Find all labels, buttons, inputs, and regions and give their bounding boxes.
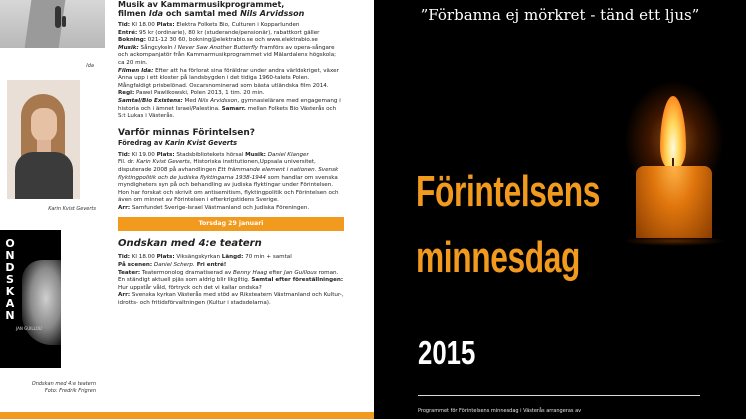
s1-bokning-label: Bokning:	[118, 37, 146, 44]
s1-tid: Kl 18.00	[129, 22, 157, 28]
program-text-column	[118, 0, 344, 308]
section1-heading-line1: Musik av Kammarmusikprogrammet,	[118, 0, 285, 9]
section2-subheading	[118, 139, 344, 148]
s1-h2a: filmen	[118, 9, 149, 18]
caption-ondskan-line2: Foto: Fredrik Frigren	[44, 388, 96, 394]
s2-musik-label: Musik:	[245, 151, 266, 158]
poster-quote: ”Förbanna ej mörkret - tänd ett ljus”	[420, 6, 700, 24]
portrait-shirt	[15, 152, 73, 199]
s3-arr: Svenska kyrkan Västerås med stöd av Riksteatern Västmanland och Kultur-, idrotts- och fritidsförvaltningen (Kultur i stadsdelarna).	[118, 292, 344, 307]
s3-scen-name: Daniel Scherp.	[152, 262, 195, 269]
s3-arr-label: Arr:	[118, 292, 131, 299]
poster-title: ONDSKAN	[5, 237, 15, 322]
s3-samtal: Hur uppstår våld, förtryck och det vi kallar ondska?	[118, 284, 262, 291]
s1-h2b: och samtal med	[163, 9, 241, 18]
section1-details	[118, 22, 344, 121]
caption-karin: Karin Kvist Geverts	[48, 206, 96, 212]
s2-sub-a: Föredrag av	[118, 138, 165, 147]
s1-h2name: Nils Arvidsson	[240, 9, 305, 18]
s2-tid: Kl 19.00	[129, 151, 157, 158]
s3-teater-t2: efter	[267, 269, 284, 276]
s2-t1: Fil. dr.	[118, 159, 137, 166]
s3-teater-n1: Benny Haag	[233, 269, 268, 276]
s3-fri: Fri entré!	[194, 262, 227, 269]
s1-entre-label: Entré:	[118, 29, 138, 36]
s3-teater-n2: Jan Guillous	[283, 269, 317, 276]
memorial-poster	[374, 0, 746, 419]
s1-samtal-t2: , gymnasielärare med engagemang i historia och i ämnet Israel/Palestina.	[118, 97, 341, 112]
poster-footer-text: Programmet för Förintelsens minnesdag i Västerås arrangeras av	[418, 408, 582, 414]
s3-samtal-label: Samtal efter föreställningen:	[251, 277, 344, 284]
poster-title-line2: minnesdag	[416, 233, 581, 282]
caption-ondskan-line1: Ondskan med 4:e teatern	[31, 381, 96, 387]
s2-t3: som handlar om svenska myndigheters syn på och behandling av judiska flyktingar under Förintelsen. Hon har forskat och skrivit om antisemitism, flyktingpolitik och Förintelsen och även om minnet av Förintelsen i efterkrigstidens Sverige.	[118, 174, 339, 204]
s2-tid-label: Tid:	[118, 151, 130, 158]
s1-regi: Pawel Pawlikowski, Polen 2013, 1 tim. 20 min.	[134, 90, 265, 97]
s1-samtal-name: Nils Arvidsson	[198, 97, 238, 104]
s3-teater-label: Teater:	[118, 269, 141, 276]
section1-heading	[118, 0, 344, 18]
s2-name: Karin Kvist Geverts	[136, 159, 190, 166]
caption-ida: Ida	[86, 63, 94, 69]
s1-samarr-label: Samarr.	[221, 105, 246, 112]
ondskan-poster	[0, 230, 61, 368]
s2-arr: Samfundet Sverige-Israel Västmanland och Judiska Föreningen.	[130, 204, 310, 211]
s2-plats: Stadsbibliotekets hörsal	[174, 151, 246, 158]
s2-musik-name: Daniel Klanger	[265, 151, 309, 158]
caption-ondskan	[10, 381, 96, 395]
s1-musik-label: Musik:	[118, 44, 139, 51]
s2-sub-name: Karin Kvist Geverts	[164, 138, 238, 147]
karin-portrait	[7, 80, 80, 199]
section2-details	[118, 152, 344, 213]
portrait-face	[31, 108, 57, 142]
s3-tid: Kl 18.00	[129, 254, 157, 261]
s1-musik-t2: framförs av opera-sångare och ackompanjatör från Kammarmusikprogrammet vid Mälardalens högskola; ca 20 min.	[118, 44, 337, 66]
divider	[418, 395, 700, 396]
s3-tid-label: Tid:	[118, 254, 130, 261]
s1-h2film: Ida	[148, 9, 164, 18]
s1-samtal-label: Samtal/Bio Existens:	[118, 97, 183, 104]
s1-samtal-t1: Med	[182, 97, 199, 104]
poster-title-line1: Förintelsens	[416, 167, 601, 216]
s1-plats: Elektra Folkets Bio, Culturen i Kopparlunden	[174, 22, 300, 28]
s1-entre: 95 kr (ordinarie), 80 kr (studerande/pensionär), rabattkort gäller	[137, 29, 320, 36]
candle-body	[636, 166, 712, 238]
section2-heading: Varför minnas Förintelsen?	[118, 127, 255, 138]
ida-film-still	[0, 0, 105, 48]
s1-plats-label: Plats:	[156, 22, 175, 28]
s3-langd: 70 min + samtal	[243, 254, 292, 261]
s2-work: Ett främmande element i nationen. Svensk flyktingpolitik och de judiska flyktingarna 1938-1944	[118, 166, 339, 181]
s1-film-label: Filmen Ida:	[118, 67, 154, 74]
poster-author: JAN GUILLOU	[16, 326, 42, 331]
date-band: Torsdag 29 januari	[118, 217, 344, 231]
s2-arr-label: Arr:	[118, 204, 131, 211]
s2-t2: , Historiska institutionen,Uppsala universitet, disputerade 2008 på avhandlingen	[118, 159, 316, 173]
s1-bokning: 021-12 30 60, bokning@elektrabio.se och www.elektrabio.se	[145, 37, 318, 44]
section3-heading: Ondskan med 4:e teatern	[118, 238, 262, 250]
s3-plats-label: Plats:	[156, 254, 175, 261]
s1-samarr: mellan Folkets Bio Västerås och S:t Lukas i Västerås.	[118, 105, 337, 120]
poster-portrait	[22, 260, 61, 345]
s3-teater-t1: Teatermonolog dramatiserad av	[140, 269, 234, 276]
s3-scen-label: På scenen:	[118, 262, 153, 269]
s1-musik-work: I Never Saw Another Butterfly	[174, 44, 259, 51]
poster-year: 2015	[418, 334, 476, 371]
s3-teater-t3: roman. En ständigt aktuell pjäs som aldrig blir likgiltig.	[118, 269, 339, 284]
figure-child	[62, 16, 66, 27]
s3-plats: Viksängskyrkan	[174, 254, 222, 261]
s1-film: Efter att ha förlorat sina föräldrar under andra världskriget, växer Anna upp i ett kloster på landsbygden i det tidiga 1960-talets Polen. Mångfaldigt prisbelönad. Oscarsnominerad som bästa utländska film 2014.	[118, 67, 339, 89]
s3-langd-label: Längd:	[221, 254, 244, 261]
s1-regi-label: Regi:	[118, 90, 135, 97]
section1-heading-line2	[118, 9, 344, 18]
s1-tid-label: Tid:	[118, 22, 130, 28]
orange-footer-strip	[0, 412, 374, 419]
figure-adult	[55, 6, 61, 28]
candle-shadow	[622, 236, 726, 246]
s2-plats-label: Plats:	[156, 151, 175, 158]
section3-details	[118, 254, 344, 307]
s1-musik-t1: Sångcykeln	[138, 44, 175, 51]
